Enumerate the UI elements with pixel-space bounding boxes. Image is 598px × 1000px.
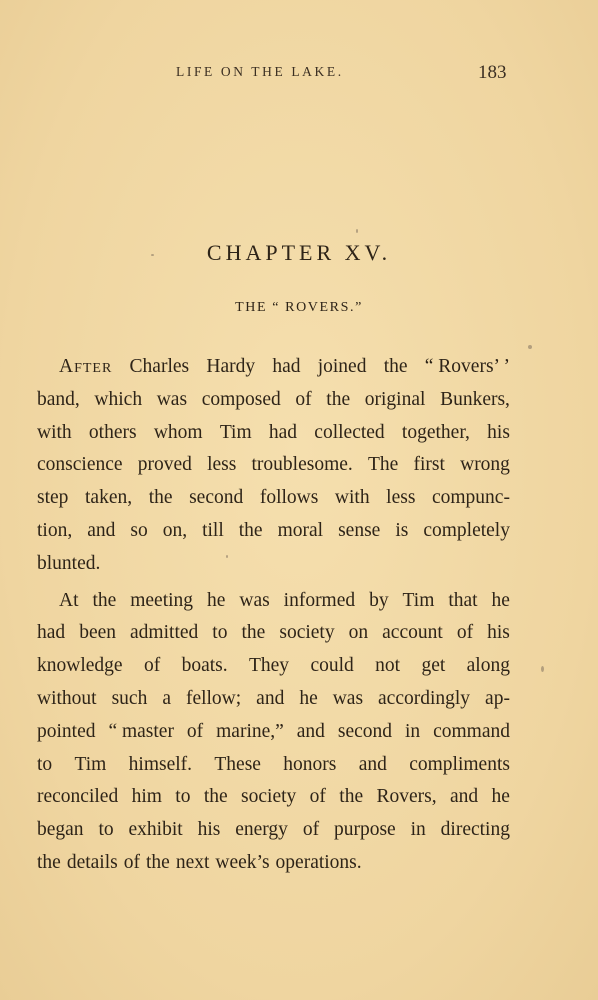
word: energy xyxy=(235,819,288,841)
word: and xyxy=(449,786,479,808)
word: accordingly xyxy=(378,687,471,709)
text-line xyxy=(37,617,510,650)
word: original xyxy=(364,388,426,410)
word: he xyxy=(207,589,226,611)
word: band, xyxy=(37,388,80,410)
word: of xyxy=(123,851,140,873)
word: details xyxy=(66,851,118,873)
word: blunted. xyxy=(37,552,101,574)
text-line xyxy=(37,482,510,515)
word: together, xyxy=(401,421,470,443)
word: the xyxy=(383,356,408,377)
word: They xyxy=(248,655,290,677)
word: second xyxy=(337,720,393,742)
word: ap- xyxy=(485,687,510,709)
word: of xyxy=(295,388,312,410)
word: sense xyxy=(338,519,381,541)
word: to xyxy=(98,819,114,841)
word: honors xyxy=(283,753,337,775)
word: which xyxy=(94,388,143,410)
text-line xyxy=(37,548,510,581)
word: the xyxy=(148,487,173,509)
word: to xyxy=(212,622,228,644)
word: the xyxy=(238,519,263,541)
word: next xyxy=(175,851,210,873)
text-line xyxy=(37,585,510,618)
paper-speck xyxy=(226,555,228,558)
word: so xyxy=(130,519,148,541)
word: not xyxy=(375,655,401,677)
word: step xyxy=(37,487,69,509)
word: Charles xyxy=(129,356,190,377)
word: such xyxy=(111,687,148,709)
word: he xyxy=(299,687,318,709)
word: along xyxy=(466,655,510,677)
word: had xyxy=(268,421,298,443)
word: second xyxy=(189,487,244,509)
word: society xyxy=(241,786,297,808)
chapter-subtitle: THE “ ROVERS.” xyxy=(235,300,363,315)
word: to xyxy=(175,786,191,808)
word: Rovers, xyxy=(376,786,437,808)
word: he xyxy=(491,786,510,808)
word: Hardy xyxy=(206,356,256,377)
word: the xyxy=(145,851,170,873)
word: that xyxy=(448,589,478,611)
running-head xyxy=(0,62,598,86)
word: pointed xyxy=(37,720,96,742)
word: Tim xyxy=(74,753,107,775)
paper-speck xyxy=(541,666,544,672)
word: Bunkers, xyxy=(440,388,510,410)
word: At xyxy=(59,589,79,611)
word: was xyxy=(332,687,364,709)
word: meeting xyxy=(130,589,194,611)
chapter-title: CHAPTER XV. xyxy=(206,240,392,265)
word: in xyxy=(410,819,426,841)
word: with xyxy=(334,487,370,509)
word: fellow; xyxy=(185,687,242,709)
word: knowledge xyxy=(37,655,123,677)
word: troublesome. xyxy=(251,454,353,476)
word: moral xyxy=(277,519,324,541)
word: less xyxy=(207,454,237,476)
word: him xyxy=(131,786,162,808)
word: others xyxy=(88,421,137,443)
word: by xyxy=(369,589,389,611)
word: proved xyxy=(137,454,192,476)
lead-word: After xyxy=(59,356,113,377)
word: get xyxy=(421,655,446,677)
word: reconciled xyxy=(37,786,119,808)
word: whom xyxy=(153,421,203,443)
word: without xyxy=(37,687,97,709)
word: and xyxy=(296,720,325,742)
word: had xyxy=(37,622,66,644)
word: with xyxy=(37,421,72,443)
body-text xyxy=(37,351,510,880)
word: he xyxy=(491,589,510,611)
word: admitted xyxy=(130,622,199,644)
paper-speck xyxy=(528,345,532,349)
word: follows xyxy=(259,487,319,509)
text-line xyxy=(37,781,510,814)
word: society xyxy=(279,622,335,644)
word: “ master xyxy=(108,720,174,742)
word: completely xyxy=(423,519,510,541)
word: first xyxy=(413,454,445,476)
word: on, xyxy=(162,519,188,541)
word: in xyxy=(404,720,421,742)
word: boats. xyxy=(181,655,228,677)
running-title: LIFE ON THE LAKE. xyxy=(176,64,344,79)
word: the xyxy=(326,388,351,410)
text-line xyxy=(37,449,510,482)
word: of xyxy=(186,720,204,742)
word: These xyxy=(214,753,261,775)
text-line xyxy=(37,650,510,683)
text-line xyxy=(37,384,510,417)
paper-speck xyxy=(356,229,358,233)
word: of xyxy=(456,622,474,644)
word: been xyxy=(79,622,116,644)
word: had xyxy=(272,356,301,377)
word: and xyxy=(358,753,387,775)
word: The xyxy=(367,454,399,476)
text-line xyxy=(37,814,510,847)
word: of xyxy=(309,786,326,808)
word: week’s xyxy=(215,851,270,873)
word: on xyxy=(348,622,369,644)
word: was xyxy=(156,388,188,410)
word: tion, xyxy=(37,519,73,541)
word: his xyxy=(487,622,510,644)
text-line xyxy=(37,749,510,782)
text-line xyxy=(37,351,510,384)
word: command xyxy=(433,720,510,742)
text-line xyxy=(37,683,510,716)
word: and xyxy=(256,687,285,709)
word: purpose xyxy=(333,819,396,841)
word: his xyxy=(487,421,510,443)
word: marine,” xyxy=(216,720,284,742)
word: Tim xyxy=(219,421,252,443)
word: joined xyxy=(317,356,367,377)
word: exhibit xyxy=(128,819,183,841)
word: till xyxy=(202,519,224,541)
word: the xyxy=(37,851,61,873)
word: was xyxy=(239,589,270,611)
word: wrong xyxy=(460,454,510,476)
paper-speck xyxy=(151,254,154,256)
word: of xyxy=(143,655,161,677)
word: could xyxy=(310,655,354,677)
word: composed xyxy=(201,388,281,410)
word: “ Rovers’ ’ xyxy=(424,356,510,377)
word: and xyxy=(87,519,116,541)
word: the xyxy=(241,622,266,644)
word: informed xyxy=(283,589,356,611)
word: is xyxy=(395,519,409,541)
text-line xyxy=(37,716,510,749)
word: taken, xyxy=(85,487,133,509)
word: Tim xyxy=(402,589,435,611)
word: to xyxy=(37,753,53,775)
word: a xyxy=(162,687,171,709)
word: his xyxy=(197,819,221,841)
word: himself. xyxy=(128,753,193,775)
text-line xyxy=(37,847,510,880)
page-number: 183 xyxy=(478,62,507,83)
word: account xyxy=(382,622,443,644)
word: directing xyxy=(440,819,510,841)
word: the xyxy=(203,786,228,808)
text-line xyxy=(37,417,510,450)
word: of xyxy=(302,819,320,841)
word: the xyxy=(339,786,364,808)
word: operations. xyxy=(275,851,362,873)
text-line xyxy=(37,515,510,548)
word: the xyxy=(92,589,117,611)
word: compunc- xyxy=(431,487,510,509)
word: conscience xyxy=(37,454,123,476)
word: began xyxy=(37,819,84,841)
word: less xyxy=(386,487,416,509)
word: collected xyxy=(314,421,385,443)
word: compliments xyxy=(409,753,510,775)
